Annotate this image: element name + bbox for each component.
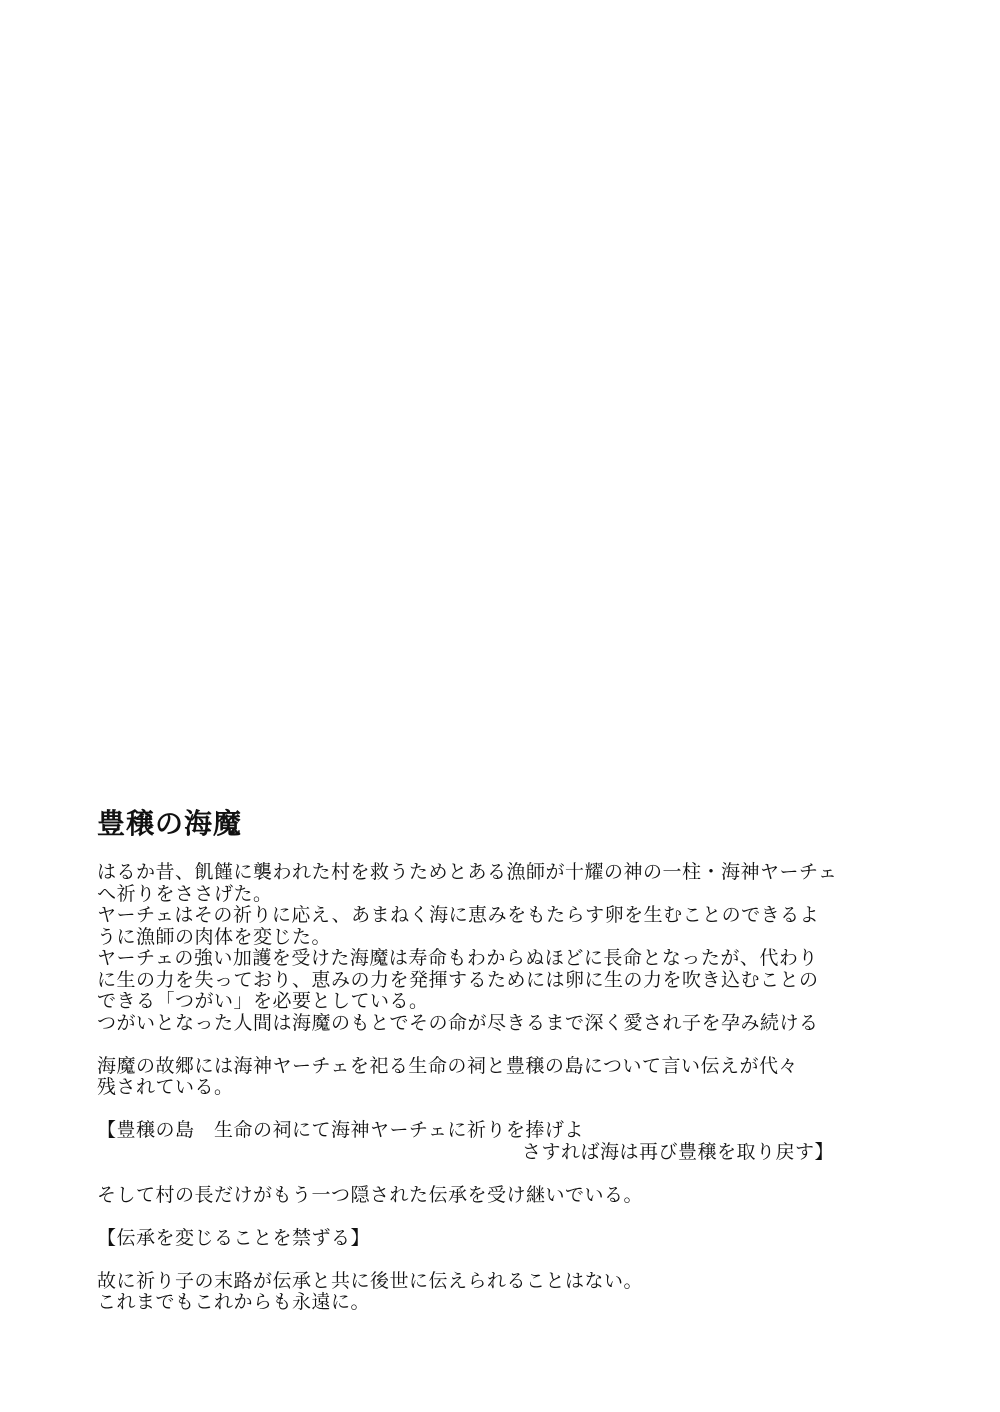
paragraph-gap xyxy=(97,1099,927,1121)
paragraph-gap xyxy=(97,1206,927,1228)
text-line: できる「つがい」を必要としている。 xyxy=(97,990,429,1012)
paragraph-gap xyxy=(97,1034,927,1056)
body-text xyxy=(97,862,927,1314)
text-line: ヤーチェはその祈りに応え、あまねく海に恵みをもたらす卵を生むことのできるよ xyxy=(97,904,820,926)
page-title: 豊穣の海魔 xyxy=(97,807,243,840)
text-line: うに漁師の肉体を変じた。 xyxy=(97,925,332,948)
quote-line: 【豊穣の島 生命の祠にて海神ヤーチェに祈りを捧げよ xyxy=(97,1119,584,1141)
quote-line: 【伝承を変じることを禁ずる】 xyxy=(97,1226,371,1249)
text-line: ヤーチェの強い加護を受けた海魔は寿命もわからぬほどに長命となったが、代わり xyxy=(97,947,818,969)
text-line: に生の力を失っており、恵みの力を発揮するためには卵に生の力を吹き込むことの xyxy=(97,968,819,991)
text-line: 残されている。 xyxy=(97,1076,234,1098)
text-line: 故に祈り子の末路が伝承と共に後世に伝えられることはない。 xyxy=(97,1269,644,1292)
text-line: はるか昔、飢饉に襲われた村を救うためとある漁師が十耀の神の一柱・海神ヤーチェ xyxy=(97,861,838,883)
text-line: 海魔の故郷には海神ヤーチェを祀る生命の祠と豊穣の島について言い伝えが代々 xyxy=(97,1054,799,1077)
text-line: これまでもこれからも永遠に。 xyxy=(97,1291,371,1313)
paragraph-gap xyxy=(97,1249,927,1271)
paragraph-gap xyxy=(97,1163,927,1185)
quote-line: さすれば海は再び豊穣を取り戻す】 xyxy=(522,1140,835,1163)
text-line: つがいとなった人間は海魔のもとでその命が尽きるまで深く愛され子を孕み続ける xyxy=(97,1011,819,1034)
text-line: へ祈りをささげた。 xyxy=(97,882,273,905)
text-line: そして村の長だけがもう一つ隠された伝承を受け継いでいる。 xyxy=(97,1183,644,1206)
